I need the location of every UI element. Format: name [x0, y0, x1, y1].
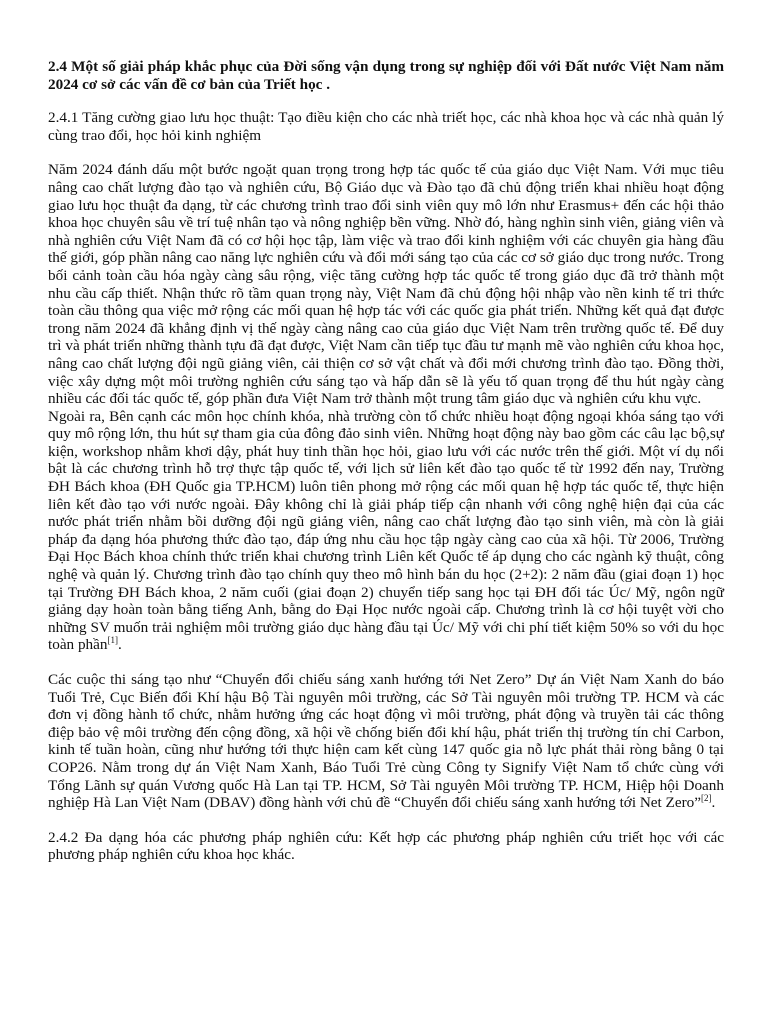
paragraph-extracurricular: [48, 408, 724, 654]
paragraph-green-lighting: [48, 671, 724, 812]
subsection-title-2-4-1: 2.4.1 Tăng cường giao lưu học thuật: Tạo điều kiện cho các nhà triết học, các nhà khoa học và các nhà quản lý cùng trao đổi, học hỏi kinh nghiệm: [48, 109, 724, 144]
subsection-title-2-4-2: 2.4.2 Đa dạng hóa các phương pháp nghiên cứu: Kết hợp các phương pháp nghiên cứu triết học với các phương pháp nghiên cứu khoa học khác.: [48, 828, 724, 864]
footnote-ref-2[interactable]: [2]: [700, 793, 712, 804]
paragraph-green-lighting-text: Các cuộc thi sáng tạo như “Chuyển đổi chiếu sáng xanh hướng tới Net Zero” Dự án Việt Nam Xanh do báo Tuổi Trẻ, Cục Biến đổi Khí hậu Bộ Tài nguyên môi trường, các Sở Tài nguyên môi trường TP. HCM và các đơn vị đồng hành tổ chức, nhằm hưởng ứng các hoạt động vì môi trường, phát động và truyền tải các thông điệp bảo vệ môi trường đến cộng đồng, xã hội về chống biến đổi khí hậu, phát triển thị trường tín chỉ Carbon, kinh tế tuần hoàn, cũng như hướng tới thực hiện cam kết cùng 147 quốc gia nỗ lực phát thải ròng bằng 0 tại COP26. Nằm trong dự án Việt Nam Xanh, Báo Tuổi Trẻ cùng Công ty Signify Việt Nam tổ chức cùng với Tổng Lãnh sự quán Vương quốc Hà Lan tại TP. HCM, Sở Tài nguyên Môi trường TP. HCM, Hiệp hội Doanh nghiệp Hà Lan Việt Nam (DBAV) đồng hành với chủ đề “Chuyển đổi chiếu sáng xanh hướng tới Net Zero”: [48, 671, 724, 812]
paragraph-extracurricular-text: Ngoài ra, Bên cạnh các môn học chính khóa, nhà trường còn tổ chức nhiều hoạt động ngoại khóa sáng tạo với quy mô rộng lớn, thu hút sự tham gia của đông đảo sinh viên. Những hoạt động này bao gồm các câu lạc bộ,sự kiện, workshop nhằm khơi dậy, phát huy tinh thần học hỏi, giao lưu với các nước trên thế giới. Một ví dụ nổi bật là các chương trình hỗ trợ thực tập quốc tế, với lịch sử liên kết đào tạo quốc tế từ 1992 đến nay, Trường ĐH Bách khoa (ĐH Quốc gia TP.HCM) luôn tiên phong mở rộng các mối quan hệ hợp tác quốc tế, thực hiện liên kết đào tạo với nước ngoài. Đây không chỉ là giải pháp tiếp cận nhanh với công nghệ hiện đại của các nước phát triển nhằm bồi dưỡng đội ngũ giảng viên, nâng cao chất lượng đào tạo sinh viên, mà còn là giải pháp đa dạng hóa phương thức đào tạo, đáp ứng nhu cầu học tập ngày càng cao của xã hội. Từ 2006, Trường Đại Học Bách khoa chính thức triển khai chương trình Liên kết Quốc tế áp dụng cho các ngành kỹ thuật, công nghệ và quản lý. Chương trình đào tạo chính quy theo mô hình bán du học (2+2): 2 năm đầu (giai đoạn 1) học tại Trường ĐH Bách khoa, 2 năm cuối (giai đoạn 2) chuyển tiếp sang học tại ĐH đối tác Úc/ Mỹ, ngôn ngữ giảng dạy hoàn toàn bằng tiếng Anh, bằng do Đại Học nước ngoài cấp. Chương trình là cơ hội tuyệt vời cho những SV muốn trải nghiệm môi trường giáo dục hàng đầu tại Úc/ Mỹ với chi phí tiết kiệm 50% so với du học toàn phần: [48, 407, 724, 654]
footnote-ref-1[interactable]: [1]: [107, 635, 118, 646]
paragraph-extracurricular-end: .: [117, 636, 122, 654]
section-heading: 2.4 Một số giải pháp khắc phục của Đời sống vận dụng trong sự nghiệp đối với Đất nước Việt Nam năm 2024 cơ sở các vấn đề cơ bản của Triết học .: [48, 58, 724, 93]
document-page: [48, 58, 724, 881]
paragraph-green-lighting-end: .: [711, 794, 716, 812]
paragraph-academic-exchange: Năm 2024 đánh dấu một bước ngoặt quan trọng trong hợp tác quốc tế của giáo dục Việt Nam. Với mục tiêu nâng cao chất lượng đào tạo và nghiên cứu, Bộ Giáo dục và Đào tạo đã chủ động triển khai nhiều hoạt động giao lưu học thuật đa dạng, từ các chương trình trao đổi sinh viên quy mô lớn như Erasmus+ đến các hội thảo khoa học chuyên sâu về trí tuệ nhân tạo và nông nghiệp bền vững. Nhờ đó, hàng nghìn sinh viên, giảng viên và nhà nghiên cứu Việt Nam đã có cơ hội học tập, làm việc và trao đổi kinh nghiệm với các chuyên gia hàng đầu thế giới, góp phần nâng cao năng lực nghiên cứu và đổi mới sáng tạo của các cơ sở giáo dục trong nước. Trong bối cảnh toàn cầu hóa ngày càng sâu rộng, việc tăng cường hợp tác quốc tế trong giáo dục đã trở thành một nhu cầu cấp thiết. Nhận thức rõ tầm quan trọng này, Việt Nam đã chủ động hội nhập vào nền kinh tế tri thức toàn cầu thông qua việc mở rộng các mối quan hệ hợp tác với các quốc gia phát triển. Những kết quả đạt được trong năm 2024 đã khẳng định vị thế ngày càng nâng cao của giáo dục Việt Nam trên trường quốc tế. Để duy trì và phát triển những thành tựu đã đạt được, Việt Nam cần tiếp tục đầu tư mạnh mẽ vào nghiên cứu khoa học, nâng cao chất lượng đội ngũ giảng viên, cải thiện cơ sở vật chất và đổi mới chương trình đào tạo. Đồng thời, việc xây dựng một môi trường nghiên cứu sáng tạo và hấp dẫn sẽ là yếu tố quan trọng để thu hút ngày càng nhiều các đối tác quốc tế, góp phần đưa Việt Nam trở thành một trung tâm giáo dục và nghiên cứu khu vực.: [48, 161, 724, 408]
